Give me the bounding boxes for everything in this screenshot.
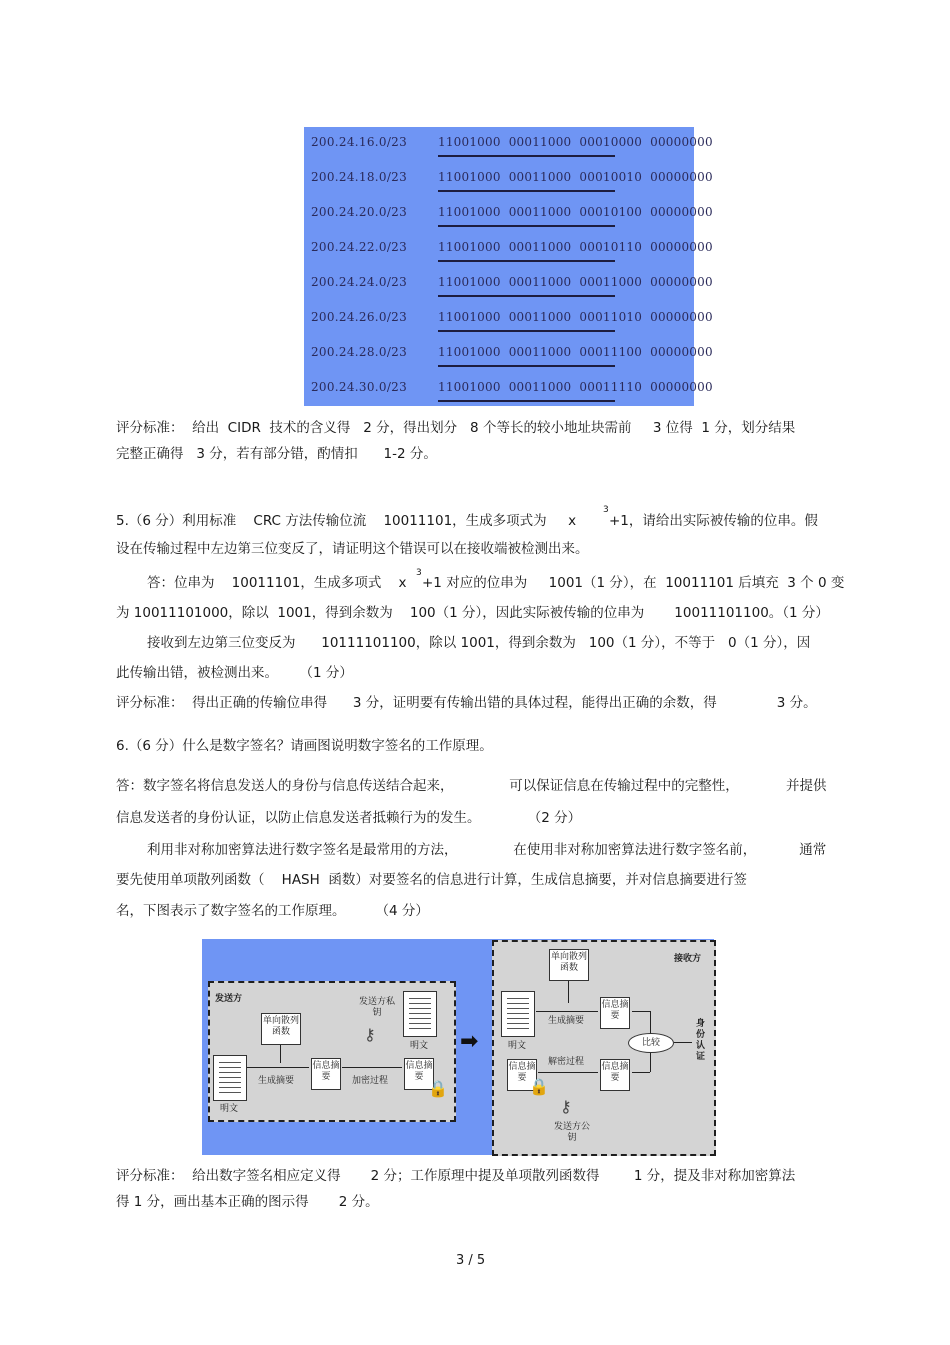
cidr-prefix-underline	[438, 190, 615, 192]
q5-question-superscript: 3	[603, 505, 609, 515]
cidr-address: 200.24.16.0/23	[311, 135, 408, 149]
compare-node: 比较	[628, 1033, 674, 1053]
sender-plaintext-label: 明文	[220, 1104, 239, 1114]
receiver-gen-digest-label: 生成摘要	[548, 1016, 585, 1026]
q4-grading-line1: 评分标准： 给出 CIDR 技术的含义得 2 分，得出划分 8 个等长的较小地址块需前 3 位得 1 分，划分结果	[116, 420, 796, 436]
cidr-binary: 11001000 00011000 00010000 00000000	[438, 135, 713, 149]
sender-encrypt-label: 加密过程	[352, 1076, 389, 1086]
sender-signed-document-icon	[403, 991, 437, 1037]
cidr-binary: 11001000 00011000 00011000 00000000	[438, 275, 713, 289]
digital-signature-figure	[202, 939, 714, 1155]
q5-answer-line2: 为 10011101000，除以 1001，得到余数为 100（1 分），因此实际被传输的位串为 10011101100。（1 分）	[116, 605, 829, 621]
page-number: 3 / 5	[456, 1253, 486, 1268]
cidr-binary: 11001000 00011000 00010100 00000000	[438, 205, 713, 219]
cidr-binary: 11001000 00011000 00010010 00000000	[438, 170, 713, 184]
cidr-prefix-underline	[438, 155, 615, 157]
cidr-address: 200.24.24.0/23	[311, 275, 408, 289]
identity-arrow	[674, 1042, 692, 1043]
q6-grading-line2: 得 1 分，画出基本正确的图示得 2 分。	[116, 1194, 379, 1210]
cidr-prefix-underline	[438, 365, 615, 367]
q4-grading-line2: 完整正确得 3 分，若有部分错，酌情扣 1-2 分。	[116, 446, 437, 462]
private-key-icon: ⚷	[364, 1025, 376, 1044]
cidr-prefix-underline	[438, 400, 615, 402]
sender-encrypt-arrow	[342, 1067, 402, 1068]
transfer-arrow-icon: ➡	[460, 1029, 479, 1054]
receiver-decrypt-label: 解密过程	[548, 1057, 585, 1067]
cidr-row	[304, 302, 713, 337]
receiver-encrypted-digest-box: 信息摘要	[507, 1059, 537, 1091]
sender-plaintext-document-icon	[213, 1055, 247, 1101]
public-key-icon: ⚷	[560, 1097, 572, 1116]
q5-question-line2: 设在传输过程中左边第三位变反了，请证明这个错误可以在接收端被检测出来。	[116, 541, 589, 557]
cidr-binary: 11001000 00011000 00010110 00000000	[438, 240, 713, 254]
receiver-hash-function-box: 单向散列函数	[549, 949, 589, 981]
q6-answer-line4: 要先使用单项散列函数（ HASH 函数）对要签名的信息进行计算，生成信息摘要，并对信息摘要进行签	[116, 872, 747, 888]
cidr-address: 200.24.22.0/23	[311, 240, 408, 254]
cidr-prefix-underline	[438, 225, 615, 227]
sender-title: 发送方	[215, 994, 243, 1004]
q6-answer-line3: 利用非对称加密算法进行数字签名是最常用的方法， 在使用非对称加密算法进行数字签名前， 通常	[147, 842, 827, 858]
cidr-row	[304, 127, 713, 162]
cidr-address: 200.24.28.0/23	[311, 345, 408, 359]
cidr-prefix-underline	[438, 295, 615, 297]
q5-question-line1a: 5.（6 分）利用标准 CRC 方法传输位流 10011101，生成多项式为 x	[116, 513, 577, 529]
receiver-computed-digest-box: 信息摘要	[600, 997, 630, 1029]
cidr-row	[304, 232, 713, 267]
q6-answer-line1: 答：数字签名将信息发送人的身份与信息传送结合起来， 可以保证信息在传输过程中的完整性， 并提供	[116, 778, 827, 794]
receiver-decrypted-digest-box: 信息摘要	[600, 1059, 630, 1091]
cidr-row	[304, 267, 713, 302]
cidr-prefix-underline	[438, 330, 615, 332]
q5-answer-line3: 接收到左边第三位变反为 10111101100，除以 1001，得到余数为 100（1 分），不等于 0（1 分），因	[147, 635, 811, 651]
sender-hash-function-box: 单向散列函数	[261, 1013, 301, 1045]
lock-icon: 🔒	[428, 1079, 448, 1098]
q5-answer-line4: 此传输出错，被检测出来。 （1 分）	[116, 665, 353, 681]
cidr-address: 200.24.20.0/23	[311, 205, 408, 219]
sender-public-key-label: 发送方公钥	[553, 1122, 590, 1143]
cidr-address: 200.24.18.0/23	[311, 170, 408, 184]
receiver-title: 接收方	[674, 954, 702, 964]
cidr-address: 200.24.30.0/23	[311, 380, 408, 394]
cidr-binary: 11001000 00011000 00011100 00000000	[438, 345, 713, 359]
receiver-plaintext-label: 明文	[508, 1041, 527, 1051]
receiver-lock-icon: 🔒	[529, 1077, 549, 1096]
receiver-gen-digest-arrow	[536, 1011, 598, 1012]
cidr-row	[304, 337, 713, 372]
receiver-decrypt-arrow	[538, 1072, 598, 1073]
sender-gen-digest-arrow	[247, 1067, 309, 1068]
cidr-binary: 11001000 00011000 00011010 00000000	[438, 310, 713, 324]
cidr-prefix-underline	[438, 260, 615, 262]
q5-question-line1b: +1，请给出实际被传输的位串。假	[609, 513, 818, 529]
compare-top-connector	[632, 1011, 650, 1012]
receiver-hash-arrow	[568, 981, 569, 1003]
sender-digest-box: 信息摘要	[311, 1058, 341, 1090]
identity-auth-label: 身份认证	[696, 1019, 706, 1062]
cidr-binary: 11001000 00011000 00011110 00000000	[438, 380, 713, 394]
cidr-address: 200.24.26.0/23	[311, 310, 408, 324]
q5-answer-line1a: 答：位串为 10011101，生成多项式 x	[147, 575, 407, 591]
cidr-address-figure	[304, 127, 713, 406]
sender-private-key-label: 发送方私钥	[358, 997, 395, 1018]
q5-answer-superscript: 3	[416, 568, 422, 578]
q5-grading: 评分标准： 得出正确的传输位串得 3 分，证明要有传输出错的具体过程，能得出正确的余数，得 3 分。	[116, 695, 817, 711]
q6-grading-line1: 评分标准： 给出数字签名相应定义得 2 分；工作原理中提及单项散列函数得 1 分，提及非对称加密算法	[116, 1168, 796, 1184]
sender-encrypted-digest-box: 信息摘要	[404, 1058, 434, 1090]
sender-signed-plaintext-label: 明文	[410, 1041, 429, 1051]
sender-hash-arrow	[280, 1045, 281, 1063]
q6-question: 6.（6 分）什么是数字签名？请画图说明数字签名的工作原理。	[116, 738, 493, 754]
q6-answer-line5: 名，下图表示了数字签名的工作原理。 （4 分）	[116, 903, 429, 919]
cidr-row	[304, 197, 713, 232]
cidr-row	[304, 372, 713, 407]
compare-bottom-connector	[632, 1072, 650, 1073]
q6-answer-line2: 信息发送者的身份认证，以防止信息发送者抵赖行为的发生。 （2 分）	[116, 810, 582, 826]
q5-answer-line1b: +1 对应的位串为 1001（1 分），在 10011101 后填充 3 个 0 变	[422, 575, 845, 591]
cidr-row	[304, 162, 713, 197]
sender-gen-digest-label: 生成摘要	[258, 1076, 295, 1086]
receiver-plaintext-document-icon	[501, 991, 535, 1037]
